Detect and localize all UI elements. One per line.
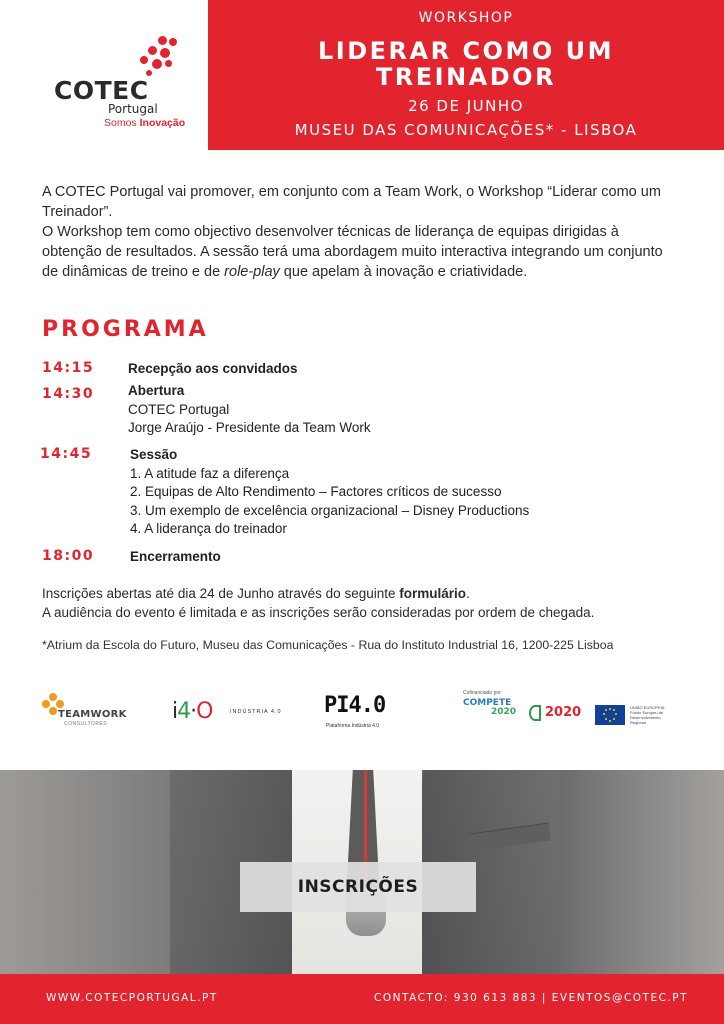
teamwork-name: TEAMWORK: [58, 709, 127, 720]
footer-website-link[interactable]: WWW.COTECPORTUGAL.PT: [46, 992, 218, 1004]
tagline-part-b: Inovação: [139, 117, 186, 129]
intro-paragraph-2: [42, 222, 682, 282]
programa-heading: Abertura: [128, 383, 185, 398]
footer: [0, 974, 724, 1024]
programa-time: 14:30: [42, 386, 95, 402]
registration-notes: [42, 584, 682, 622]
header-banner: [208, 0, 724, 150]
logo-subtitle: Portugal: [108, 102, 158, 116]
intro-p2-em: role-play: [224, 264, 280, 280]
intro-p2-b: que apelam à inovação e criatividade.: [279, 264, 528, 280]
programa-title: PROGRAMA: [42, 317, 209, 342]
programa-time: 14:15: [42, 360, 95, 376]
event-title: [208, 38, 724, 90]
compete-name: COMPETE: [463, 698, 512, 708]
intro-p2-a: O Workshop tem como objectivo desenvolver técnicas de liderança de equipas dirigidas à obtenção de resultados. A sessão terá uma abordagem muito interactiva integrando um conjunto de dinâmicas de treino e de: [42, 224, 663, 280]
programa-line: 4. A liderança do treinador: [130, 521, 287, 536]
event-title-line-1: LIDERAR COMO UM: [318, 37, 614, 65]
registration-line-2: A audiência do evento é limitada e as inscrições serão consideradas por ordem de chegada.: [42, 605, 595, 620]
compete-year: 2020: [491, 707, 517, 717]
programa-time: 14:45: [40, 446, 93, 462]
pi40-logo: [324, 685, 404, 733]
programa-heading: Sessão: [130, 447, 178, 462]
event-kicker: WORKSHOP: [418, 10, 514, 26]
inscricoes-button[interactable]: INSCRIÇÕES: [240, 862, 476, 912]
teamwork-logo: [42, 685, 137, 733]
header-logo-panel: [0, 0, 208, 150]
programa-line: Jorge Araújo - Presidente da Team Work: [128, 420, 371, 435]
registration-line-1: [42, 584, 682, 603]
venue-address: *Atrium da Escola do Futuro, Museu das Comunicações - Rua do Instituto Industrial 16, 1200-225 Lisboa: [42, 638, 614, 652]
intro-paragraph-1: A COTEC Portugal vai promover, em conjunto com a Team Work, o Workshop “Liderar como um Treinador”.: [42, 184, 661, 220]
logo-tagline: [104, 117, 185, 129]
industria40-logo: [172, 685, 287, 733]
programa-line: 3. Um exemplo de excelência organizacional – Disney Productions: [130, 502, 530, 518]
registration-text-b: .: [466, 586, 470, 601]
cofund-label: Cofinanciado por:: [463, 690, 503, 696]
portugal2020-mark-icon: [529, 705, 541, 721]
partner-logos: [0, 685, 724, 735]
intro-text: [42, 182, 682, 282]
pi40-sub: Plataforma Indústria 4.0: [326, 723, 380, 729]
i40-mark-icon: i4·O: [172, 699, 213, 724]
programa-heading: Recepção aos convidados: [128, 361, 298, 376]
registration-form-link[interactable]: formulário: [399, 586, 466, 601]
event-title-line-2: TREINADOR: [375, 63, 557, 91]
teamwork-sub: CONSULTORES: [64, 721, 108, 727]
programa-heading: Encerramento: [130, 549, 221, 564]
cotec-logo[interactable]: [52, 34, 192, 129]
portugal2020-logo: 2020: [545, 705, 582, 720]
programa-line: COTEC Portugal: [128, 401, 230, 417]
event-date: 26 DE JUNHO: [408, 97, 524, 115]
footer-contact[interactable]: CONTACTO: 930 613 883 | EVENTOS@COTEC.PT: [374, 992, 688, 1004]
programa-body: [130, 548, 221, 567]
event-venue: MUSEU DAS COMUNICAÇÕES* - LISBOA: [294, 121, 638, 139]
compete2020-logo: [463, 699, 516, 717]
tagline-part-a: Somos: [104, 117, 140, 129]
programa-time: 18:00: [42, 548, 95, 564]
registration-text-a: Inscrições abertas até dia 24 de Junho através do seguinte: [42, 586, 400, 601]
pi40-mark: PI4.0: [324, 693, 386, 718]
programa-line: 1. A atitude faz a diferença: [130, 465, 290, 481]
programa-body: [128, 360, 298, 379]
funding-logos: [463, 685, 673, 733]
programa-body: [128, 382, 371, 438]
programa-body: [130, 446, 529, 539]
cotec-dots-icon: [138, 34, 180, 78]
eu-flag-icon: [595, 705, 625, 725]
programa-line: 2. Equipas de Alto Rendimento – Factores críticos de sucesso: [130, 484, 502, 499]
i40-label: INDÚSTRIA 4.0: [230, 709, 282, 715]
logo-wordmark: COTEC: [54, 76, 149, 105]
eu-label: UNIÃO EUROPEIA Fundo Europeu de Desenvolvimento Regional: [630, 705, 665, 725]
